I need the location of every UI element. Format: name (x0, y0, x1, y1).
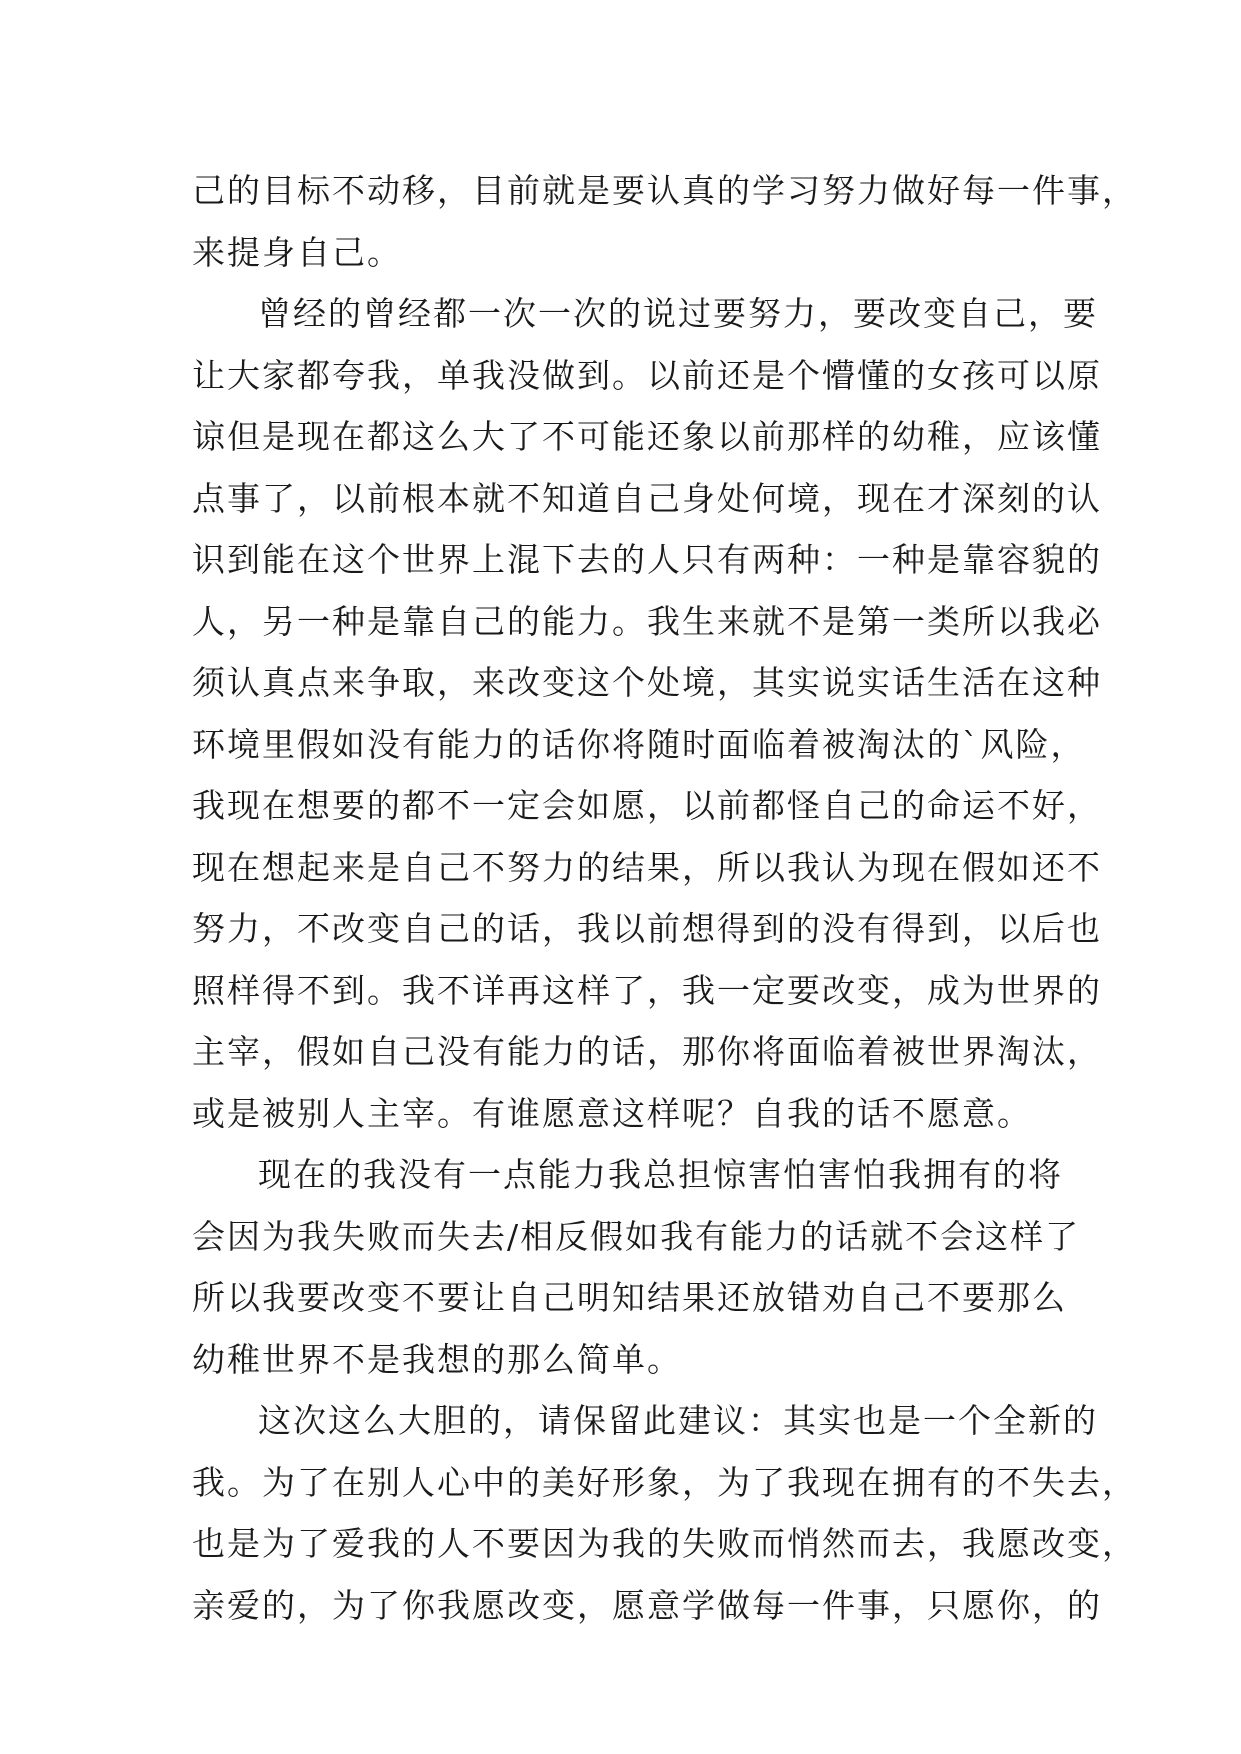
text-line: 人，另一种是靠自己的能力。我生来就不是第一类所以我必 (192, 601, 1102, 641)
text-line: 会因为我失败而失去/相反假如我有能力的话就不会这样了 (192, 1216, 1081, 1256)
document-body (192, 160, 1137, 1636)
text-line: 或是被别人主宰。有谁愿意这样呢？自我的话不愿意。 (192, 1093, 1032, 1133)
text-line: 己的目标不动移，目前就是要认真的学习努力做好每一件事， (192, 171, 1137, 210)
text-line: 来提身自己。 (192, 232, 402, 272)
text-line: 识到能在这个世界上混下去的人只有两种：一种是靠容貌的 (192, 540, 1102, 579)
text-line: 这次这么大胆的，请保留此建议：其实也是一个全新的 (258, 1401, 1098, 1440)
text-line: 现在想起来是自己不努力的结果，所以我认为现在假如还不 (192, 847, 1102, 887)
text-line: 照样得不到。我不详再这样了，我一定要改变，成为世界的 (192, 970, 1102, 1010)
text-line: 我。为了在别人心中的美好形象，为了我现在拥有的不失去， (192, 1462, 1137, 1502)
text-line: 须认真点来争取，来改变这个处境，其实说实话生活在这种 (192, 663, 1102, 702)
text-line: 环境里假如没有能力的话你将随时面临着被淘汰的`风险， (192, 724, 1086, 764)
text-line: 让大家都夸我，单我没做到。以前还是个懵懂的女孩可以原 (192, 355, 1102, 395)
text-line: 主宰，假如自己没有能力的话，那你将面临着被世界淘汰， (192, 1032, 1102, 1071)
text-line: 我现在想要的都不一定会如愿，以前都怪自己的命运不好， (192, 786, 1102, 825)
text-line: 曾经的曾经都一次一次的说过要努力，要改变自己，要 (258, 294, 1098, 333)
text-line: 努力，不改变自己的话，我以前想得到的没有得到，以后也 (192, 909, 1102, 948)
text-line: 亲爱的，为了你我愿改变，愿意学做每一件事，只愿你，的 (192, 1585, 1102, 1625)
text-line: 现在的我没有一点能力我总担惊害怕害怕我拥有的将 (258, 1155, 1063, 1194)
text-line: 所以我要改变不要让自己明知结果还放错劝自己不要那么 (192, 1278, 1067, 1317)
text-line: 点事了，以前根本就不知道自己身处何境，现在才深刻的认 (192, 478, 1102, 518)
text-line: 也是为了爱我的人不要因为我的失败而悄然而去，我愿改变， (192, 1524, 1137, 1563)
text-line: 谅但是现在都这么大了不可能还象以前那样的幼稚，应该懂 (192, 417, 1102, 456)
text-line: 幼稚世界不是我想的那么简单。 (192, 1339, 682, 1379)
